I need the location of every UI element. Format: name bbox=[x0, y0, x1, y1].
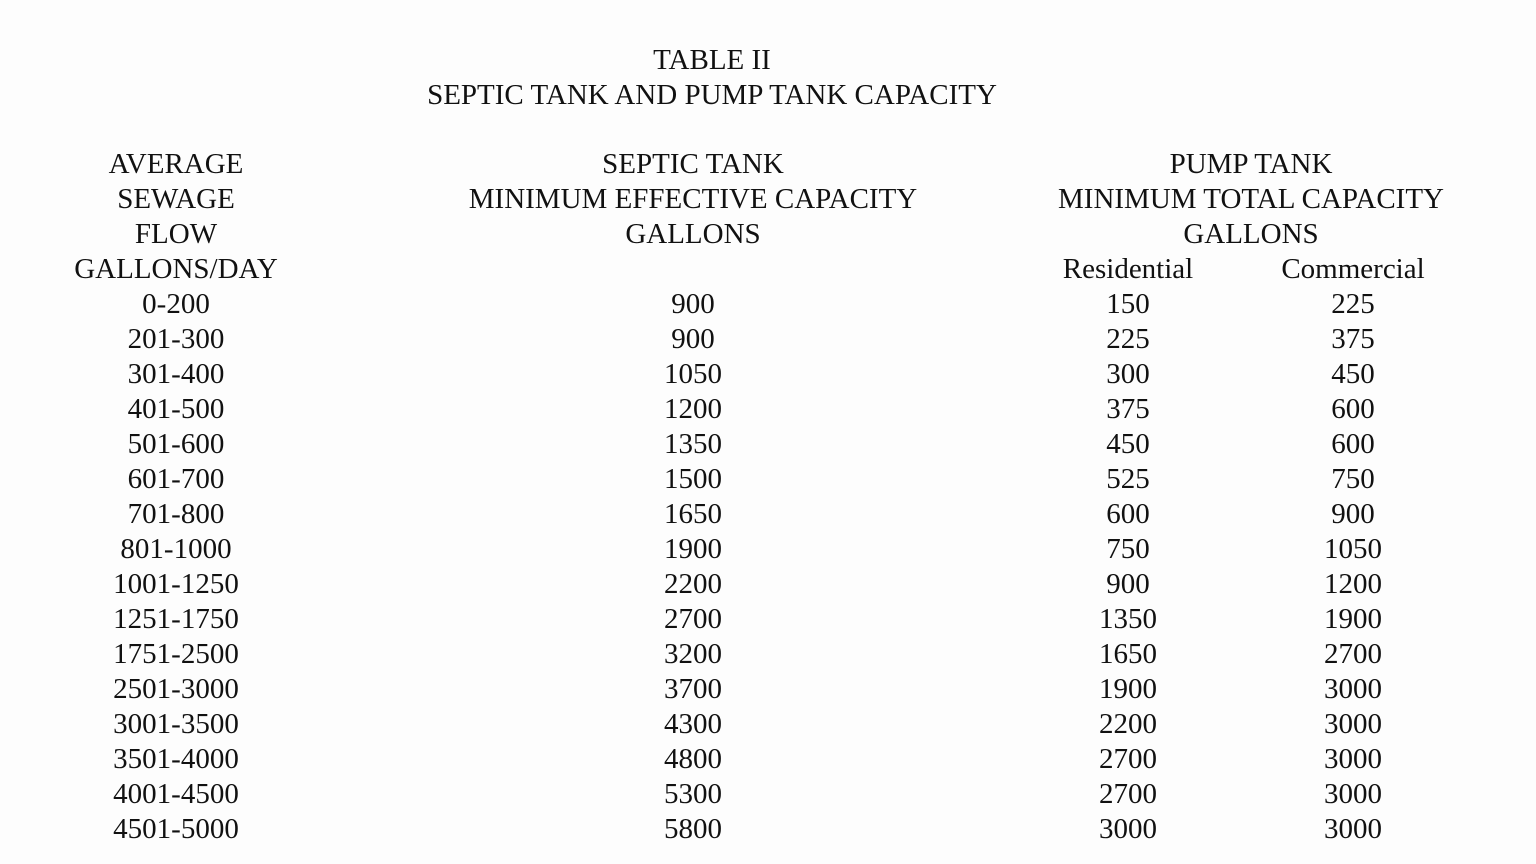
table-row bbox=[0, 497, 1536, 532]
commercial-capacity-cell: 1900 bbox=[1324, 603, 1382, 635]
residential-capacity-cell: 1650 bbox=[1099, 638, 1157, 670]
septic-capacity-cell: 1500 bbox=[664, 463, 722, 495]
residential-capacity-cell: 450 bbox=[1106, 428, 1150, 460]
commercial-capacity-cell: 1200 bbox=[1324, 568, 1382, 600]
header-line: FLOW bbox=[134, 218, 218, 250]
septic-capacity-cell: 5300 bbox=[664, 778, 722, 810]
flow-cell: 501-600 bbox=[127, 428, 225, 460]
septic-capacity-cell: 4800 bbox=[664, 743, 722, 775]
table-caption: SEPTIC TANK AND PUMP TANK CAPACITY bbox=[427, 79, 997, 111]
septic-capacity-cell: 1050 bbox=[664, 358, 722, 390]
septic-capacity-cell: 4300 bbox=[664, 708, 722, 740]
flow-cell: 701-800 bbox=[127, 498, 225, 530]
table-body bbox=[0, 287, 1536, 847]
table-number: TABLE II bbox=[653, 44, 771, 76]
flow-cell: 1001-1250 bbox=[113, 568, 239, 600]
table-row bbox=[0, 742, 1536, 777]
septic-capacity-cell: 1900 bbox=[664, 533, 722, 565]
commercial-capacity-cell: 3000 bbox=[1324, 673, 1382, 705]
table-row bbox=[0, 427, 1536, 462]
commercial-capacity-cell: 3000 bbox=[1324, 813, 1382, 845]
flow-cell: 2501-3000 bbox=[113, 673, 239, 705]
subheader-residential: Residential bbox=[1062, 253, 1194, 285]
header-line: AVERAGE bbox=[108, 148, 244, 180]
residential-capacity-cell: 1900 bbox=[1099, 673, 1157, 705]
table-row bbox=[0, 392, 1536, 427]
header-line: SEWAGE bbox=[117, 183, 235, 215]
residential-capacity-cell: 300 bbox=[1106, 358, 1150, 390]
commercial-capacity-cell: 600 bbox=[1331, 393, 1375, 425]
commercial-capacity-cell: 900 bbox=[1331, 498, 1375, 530]
septic-capacity-cell: 900 bbox=[671, 323, 715, 355]
flow-cell: 601-700 bbox=[127, 463, 225, 495]
header-line: MINIMUM EFFECTIVE CAPACITY bbox=[468, 183, 918, 215]
table-row bbox=[0, 707, 1536, 742]
table-row bbox=[0, 322, 1536, 357]
header-line: MINIMUM TOTAL CAPACITY bbox=[1058, 183, 1444, 215]
commercial-capacity-cell: 2700 bbox=[1324, 638, 1382, 670]
header-line: GALLONS bbox=[625, 218, 761, 250]
table-row bbox=[0, 462, 1536, 497]
commercial-capacity-cell: 750 bbox=[1331, 463, 1375, 495]
septic-capacity-cell: 2200 bbox=[664, 568, 722, 600]
septic-capacity-cell: 2700 bbox=[664, 603, 722, 635]
commercial-capacity-cell: 225 bbox=[1331, 288, 1375, 320]
table-row bbox=[0, 777, 1536, 812]
header-line: SEPTIC TANK bbox=[602, 148, 784, 180]
septic-capacity-cell: 1200 bbox=[664, 393, 722, 425]
residential-capacity-cell: 525 bbox=[1106, 463, 1150, 495]
septic-capacity-cell: 900 bbox=[671, 288, 715, 320]
table-row bbox=[0, 812, 1536, 847]
residential-capacity-cell: 150 bbox=[1106, 288, 1150, 320]
header-line: PUMP TANK bbox=[1169, 148, 1333, 180]
table-row bbox=[0, 532, 1536, 567]
commercial-capacity-cell: 1050 bbox=[1324, 533, 1382, 565]
subheader-commercial: Commercial bbox=[1281, 253, 1425, 285]
header-line: GALLONS/DAY bbox=[74, 253, 278, 285]
flow-cell: 3001-3500 bbox=[113, 708, 239, 740]
flow-cell: 0-200 bbox=[142, 288, 210, 320]
residential-capacity-cell: 600 bbox=[1106, 498, 1150, 530]
septic-capacity-cell: 5800 bbox=[664, 813, 722, 845]
septic-capacity-cell: 1350 bbox=[664, 428, 722, 460]
flow-cell: 3501-4000 bbox=[113, 743, 239, 775]
residential-capacity-cell: 2700 bbox=[1099, 778, 1157, 810]
flow-cell: 1251-1750 bbox=[113, 603, 239, 635]
residential-capacity-cell: 2200 bbox=[1099, 708, 1157, 740]
residential-capacity-cell: 900 bbox=[1106, 568, 1150, 600]
flow-cell: 401-500 bbox=[127, 393, 225, 425]
table-row bbox=[0, 602, 1536, 637]
residential-capacity-cell: 750 bbox=[1106, 533, 1150, 565]
commercial-capacity-cell: 600 bbox=[1331, 428, 1375, 460]
table-row bbox=[0, 567, 1536, 602]
septic-capacity-cell: 3700 bbox=[664, 673, 722, 705]
flow-cell: 1751-2500 bbox=[113, 638, 239, 670]
residential-capacity-cell: 1350 bbox=[1099, 603, 1157, 635]
flow-cell: 801-1000 bbox=[120, 533, 232, 565]
table-row bbox=[0, 287, 1536, 322]
commercial-capacity-cell: 375 bbox=[1331, 323, 1375, 355]
residential-capacity-cell: 225 bbox=[1106, 323, 1150, 355]
header-line: GALLONS bbox=[1183, 218, 1319, 250]
table-row bbox=[0, 637, 1536, 672]
residential-capacity-cell: 375 bbox=[1106, 393, 1150, 425]
residential-capacity-cell: 2700 bbox=[1099, 743, 1157, 775]
flow-cell: 201-300 bbox=[127, 323, 225, 355]
septic-capacity-cell: 1650 bbox=[664, 498, 722, 530]
commercial-capacity-cell: 3000 bbox=[1324, 708, 1382, 740]
residential-capacity-cell: 3000 bbox=[1099, 813, 1157, 845]
commercial-capacity-cell: 3000 bbox=[1324, 743, 1382, 775]
flow-cell: 4501-5000 bbox=[113, 813, 239, 845]
commercial-capacity-cell: 3000 bbox=[1324, 778, 1382, 810]
commercial-capacity-cell: 450 bbox=[1331, 358, 1375, 390]
flow-cell: 301-400 bbox=[127, 358, 225, 390]
table-row bbox=[0, 672, 1536, 707]
table-row bbox=[0, 357, 1536, 392]
flow-cell: 4001-4500 bbox=[113, 778, 239, 810]
septic-capacity-cell: 3200 bbox=[664, 638, 722, 670]
